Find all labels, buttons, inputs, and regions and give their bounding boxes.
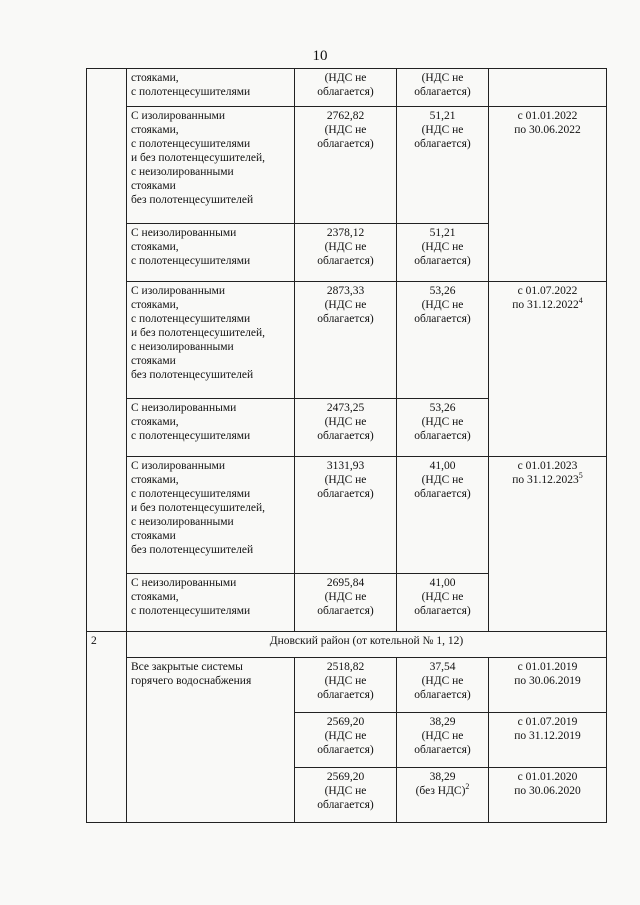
district-title: Дновский район (от котельной № 1, 12) [127, 632, 607, 658]
footnote-marker: 5 [578, 471, 583, 481]
period-cell [489, 69, 607, 107]
category-cell: С изолированными стояками, с полотенцесушителями и без полотенцесушителей, с неизолированными стояками без полотенцесушителей [127, 107, 295, 224]
tariff-table [86, 68, 607, 823]
category-cell: С изолированными стояками, с полотенцесушителями и без полотенцесушителей, с неизолированными стояками без полотенцесушителей [127, 282, 295, 399]
tariff-value-cell: 2518,82 (НДС не облагается) [295, 658, 397, 713]
period-text: с 01.01.2023 по 31.12.2023 [512, 460, 579, 486]
tariff-value-cell: (НДС не облагается) [295, 69, 397, 107]
component-value-cell: 53,26 (НДС не облагается) [397, 282, 489, 399]
period-cell: с 01.01.2022 по 30.06.2022 [489, 107, 607, 282]
tariff-value-cell: 2695,84 (НДС не облагается) [295, 574, 397, 632]
component-value-cell: 51,21 (НДС не облагается) [397, 107, 489, 224]
table-row [87, 69, 607, 107]
table-row [87, 107, 607, 224]
tariff-value-cell: 2569,20 (НДС не облагается) [295, 768, 397, 823]
page-number: 10 [312, 48, 328, 64]
category-cell: стояками, с полотенцесушителями [127, 69, 295, 107]
row-number-cell: 2 [87, 632, 127, 823]
component-value-cell: 41,00 (НДС не облагается) [397, 457, 489, 574]
category-cell: С неизолированными стояками, с полотенцесушителями [127, 574, 295, 632]
period-cell: с 01.01.2020 по 30.06.2020 [489, 768, 607, 823]
table-row [87, 658, 607, 713]
component-value-cell: 51,21 (НДС не облагается) [397, 224, 489, 282]
tariff-value-cell: 2762,82 (НДС не облагается) [295, 107, 397, 224]
table-row [87, 282, 607, 399]
footnote-marker: 4 [578, 296, 583, 306]
tariff-value-cell: 3131,93 (НДС не облагается) [295, 457, 397, 574]
category-cell: Все закрытые системы горячего водоснабжения [127, 658, 295, 823]
footnote-marker: 2 [465, 782, 470, 792]
component-value-cell [397, 768, 489, 823]
table-row [87, 457, 607, 574]
component-value-cell: 41,00 (НДС не облагается) [397, 574, 489, 632]
tariff-value-cell: 2873,33 (НДС не облагается) [295, 282, 397, 399]
period-text: с 01.07.2022 по 31.12.2022 [512, 285, 579, 311]
tariff-value-cell: 2473,25 (НДС не облагается) [295, 399, 397, 457]
value-text: 38,29 (без НДС) [415, 771, 466, 797]
component-value-cell: 38,29 (НДС не облагается) [397, 713, 489, 768]
period-cell [489, 282, 607, 457]
tariff-value-cell: 2569,20 (НДС не облагается) [295, 713, 397, 768]
category-cell: С неизолированными стояками, с полотенцесушителями [127, 399, 295, 457]
period-cell [489, 457, 607, 632]
component-value-cell: (НДС не облагается) [397, 69, 489, 107]
category-cell: С неизолированными стояками, с полотенцесушителями [127, 224, 295, 282]
component-value-cell: 37,54 (НДС не облагается) [397, 658, 489, 713]
period-cell: с 01.07.2019 по 31.12.2019 [489, 713, 607, 768]
category-cell: С изолированными стояками, с полотенцесушителями и без полотенцесушителей, с неизолированными стояками без полотенцесушителей [127, 457, 295, 574]
row-number-cell [87, 69, 127, 632]
tariff-value-cell: 2378,12 (НДС не облагается) [295, 224, 397, 282]
component-value-cell: 53,26 (НДС не облагается) [397, 399, 489, 457]
section-header-row [87, 632, 607, 658]
period-cell: с 01.01.2019 по 30.06.2019 [489, 658, 607, 713]
